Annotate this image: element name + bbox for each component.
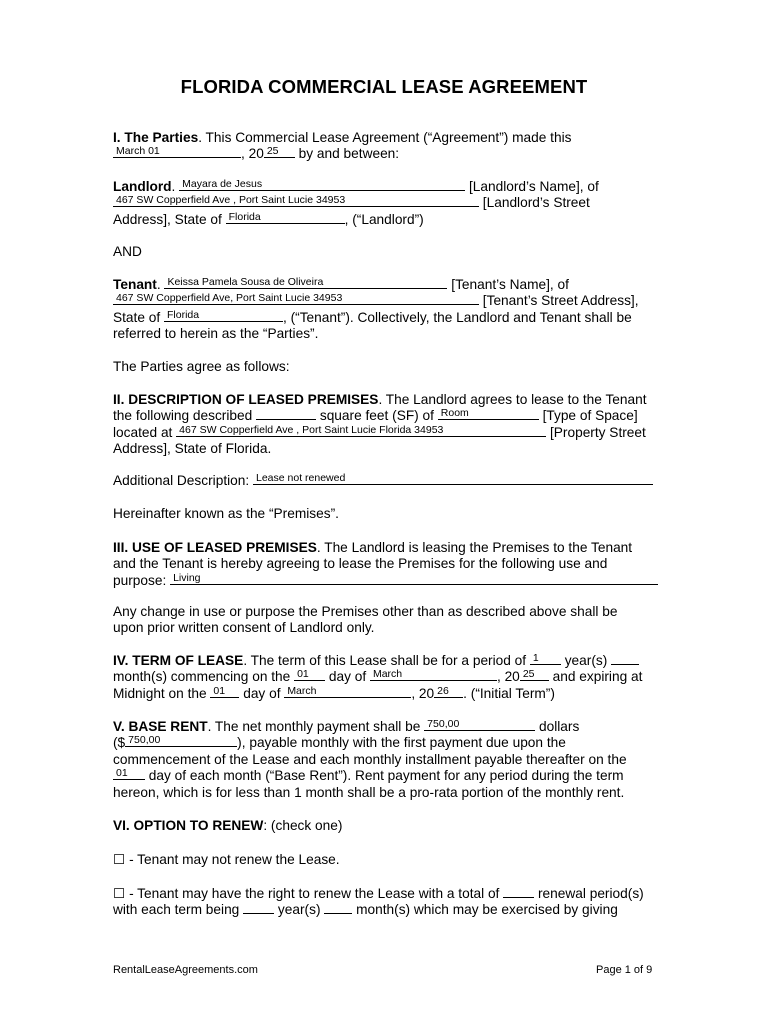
- tenant-address-field[interactable]: 467 SW Copperfield Ave, Port Saint Lucie 34953: [113, 293, 479, 305]
- document-title: FLORIDA COMMERCIAL LEASE AGREEMENT: [180, 76, 588, 97]
- rent-section: V. BASE RENT. The net monthly payment shall be 750,00 dollars ($ 750,00 ), payable monthly with the first payment due upon the commencement of the Lease and each monthly installment payable thereafter on the 01 day of each month (“Base Rent”). Rent payment for any period during the term hereon, which is for less than 1 month shall be a pro-rata portion of the monthly rent.: [113, 718, 627, 800]
- property-address-field[interactable]: 467 SW Copperfield Ave , Port Saint Lucie Florida 34953: [176, 425, 546, 437]
- and-text: AND: [113, 244, 142, 259]
- landlord-address-field[interactable]: 467 SW Copperfield Ave , Port Saint Lucie 34953: [113, 195, 479, 207]
- tenant-label: Tenant: [113, 277, 157, 292]
- start-day-field[interactable]: 01: [294, 669, 325, 681]
- term-months-field[interactable]: [611, 653, 639, 665]
- end-day-field[interactable]: 01: [210, 686, 239, 698]
- use-change-text: Any change in use or purpose the Premises other than as described above shall be upon prior written consent of Landlord only.: [113, 604, 618, 636]
- purpose-field[interactable]: Living: [170, 573, 658, 585]
- premises-section: II. DESCRIPTION OF LEASED PREMISES. The Landlord agrees to lease to the Tenant the following described square feet (SF) of Room [Type of Space] located at 467 SW Copperfield Ave , Port Saint Lucie Florida 34953 [Property Street Address], State of Florida.: [113, 392, 647, 457]
- renew-option-no[interactable]: ☐ - Tenant may not renew the Lease.: [113, 852, 340, 867]
- tenant-section: Tenant. Keissa Pamela Sousa de Oliveira [Tenant’s Name], of 467 SW Copperfield Ave, Port Saint Lucie 34953 [Tenant’s Street Address], State of Florida , (“Tenant”). Collectively, the Landlord and Tenant shall be referred to herein as the “Parties”.: [113, 276, 639, 342]
- agree-text: The Parties agree as follows:: [113, 359, 290, 374]
- start-month-field[interactable]: March: [370, 669, 497, 681]
- end-year-field[interactable]: 26: [434, 686, 463, 698]
- rent-amount-field[interactable]: 750,00: [125, 735, 237, 747]
- landlord-label: Landlord: [113, 179, 172, 194]
- renew-heading: VI. OPTION TO RENEW: [113, 818, 264, 833]
- renew-option-yes[interactable]: ☐ - Tenant may have the right to renew the Lease with a total of renewal period(s) with each term being year(s) month(s) which may be exercised by giving: [113, 886, 644, 918]
- start-year-field[interactable]: 25: [520, 669, 549, 681]
- end-month-field[interactable]: March: [284, 686, 411, 698]
- additional-description: Additional Description: Lease not renewed: [113, 473, 658, 489]
- agreement-year-field[interactable]: 25: [264, 146, 295, 158]
- tenant-name-field[interactable]: Keissa Pamela Sousa de Oliveira: [164, 277, 447, 289]
- renewal-periods-field[interactable]: [503, 886, 534, 898]
- term-heading: IV. TERM OF LEASE: [113, 653, 244, 668]
- parties-section: I. The Parties. This Commercial Lease Agreement (“Agreement”) made this March 01 , 20 25 by and between:: [113, 130, 572, 162]
- parties-heading: I. The Parties: [113, 130, 199, 145]
- term-section: IV. TERM OF LEASE. The term of this Lease shall be for a period of 1 year(s) month(s) commencing on the 01 day of March , 20 25 and expiring at Midnight on the 01 day of March , 20 26 . (“Initial Term”): [113, 652, 643, 701]
- square-feet-field[interactable]: [256, 408, 316, 420]
- renewal-years-field[interactable]: [243, 902, 274, 914]
- rent-heading: V. BASE RENT: [113, 719, 208, 734]
- agreement-date-field[interactable]: March 01: [113, 146, 241, 158]
- hereinafter-text: Hereinafter known as the “Premises”.: [113, 506, 339, 521]
- space-type-field[interactable]: Room: [438, 408, 539, 420]
- term-years-field[interactable]: 1: [530, 653, 561, 665]
- use-section: III. USE OF LEASED PREMISES. The Landlord is leasing the Premises to the Tenant and the Tenant is hereby agreeing to lease the Premises for the following use and purpose: Living: [113, 540, 658, 589]
- landlord-name-field[interactable]: Mayara de Jesus: [179, 179, 465, 191]
- footer-page-number: Page 1 of 9: [596, 964, 653, 976]
- footer-site: RentalLeaseAgreements.com: [113, 964, 258, 976]
- tenant-state-field[interactable]: Florida: [164, 310, 283, 322]
- landlord-section: Landlord. Mayara de Jesus [Landlord’s Name], of 467 SW Copperfield Ave , Port Saint Lucie 34953 [Landlord’s Street Address], State of Florida , (“Landlord”): [113, 178, 599, 227]
- use-heading: III. USE OF LEASED PREMISES: [113, 540, 317, 555]
- rent-due-day-field[interactable]: 01: [113, 768, 145, 780]
- renew-section: VI. OPTION TO RENEW: (check one): [113, 818, 343, 833]
- landlord-state-field[interactable]: Florida: [226, 212, 345, 224]
- rent-amount-words-field[interactable]: 750,00: [424, 719, 535, 731]
- renewal-months-field[interactable]: [324, 902, 352, 914]
- premises-heading: II. DESCRIPTION OF LEASED PREMISES: [113, 392, 379, 407]
- additional-description-field[interactable]: Lease not renewed: [253, 473, 653, 485]
